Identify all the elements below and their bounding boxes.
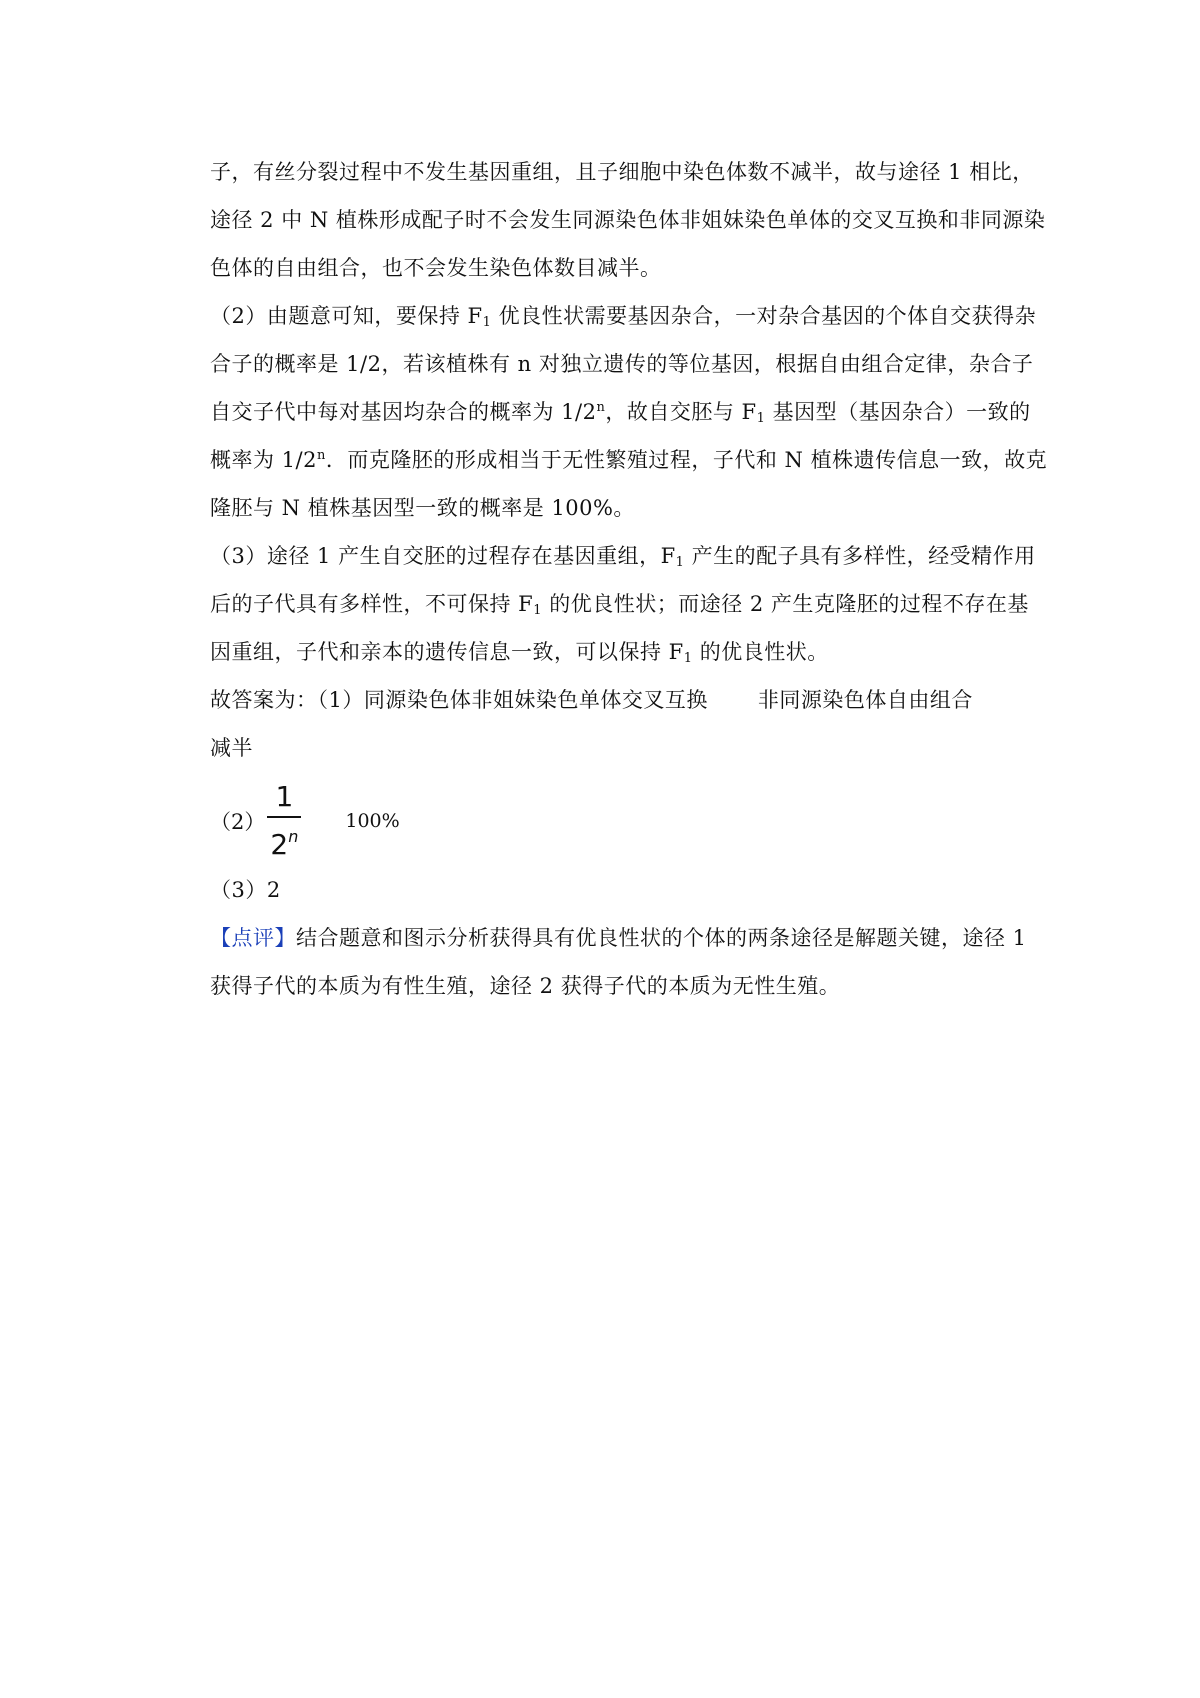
analysis-p2-line-2: 合子的概率是 1/2，若该植株有 n 对独立遗传的等位基因，根据自由组合定律，杂合子: [210, 352, 1034, 376]
fraction-denominator: 2$^n$: [270, 827, 299, 861]
comment-label: 【点评】: [210, 926, 296, 950]
answer-item1-c: 减半: [210, 736, 253, 760]
answer-item1-b: 非同源染色体自由组合: [757, 688, 973, 712]
comment-line-1: 【点评】结合题意和图示分析获得具有优良性状的个体的两条途径是解题关键，途径 1: [210, 926, 1027, 950]
answer-item2-label: （2）: [210, 810, 266, 834]
answer-item2: [210, 776, 1030, 866]
analysis-p1-line-2: 途径 2 中 N 植株形成配子时不会发生同源染色体非姐妹染色单体的交叉互换和非同源染: [210, 208, 1046, 232]
analysis-p3-line-2: 后的子代具有多样性，不可保持 $F_1$ 的优良性状；而途径 2 产生克隆胚的过程不存在基: [210, 592, 1029, 618]
answer-item2-percent: 100%: [345, 810, 400, 832]
answer-item3: （3）2: [210, 878, 281, 902]
analysis-p2-line-1: （2）由题意可知，要保持 $F_1$ 优良性状需要基因杂合，一对杂合基因的个体自交获得杂: [210, 304, 1037, 330]
analysis-p1-line-3: 色体的自由组合，也不会发生染色体数目减半。: [210, 256, 662, 280]
analysis-p1-line-1: 子，有丝分裂过程中不发生基因重组，且子细胞中染色体数不减半，故与途径 1 相比，: [210, 160, 1034, 184]
answer-line-1: [210, 676, 1030, 724]
fraction-numerator: 1: [275, 780, 294, 813]
analysis-p3-line-1: （3）途径 1 产生自交胚的过程存在基因重组，$F_1$ 产生的配子具有多样性，经受精作用: [210, 544, 1036, 570]
analysis-p2-line-4: 概率为 1/2$^n$．而克隆胚的形成相当于无性繁殖过程，子代和 N 植株遗传信息一致，故克: [210, 448, 1048, 472]
analysis-p3-line-3: 因重组，子代和亲本的遗传信息一致，可以保持 $F_1$ 的优良性状。: [210, 640, 829, 666]
fraction-one-over-two-pow-n: [267, 780, 301, 862]
answer-intro: 故答案为：（1）同源染色体非姐妹染色单体交叉互换: [210, 688, 708, 712]
comment-line-2: 获得子代的本质为有性生殖，途径 2 获得子代的本质为无性生殖。: [210, 974, 841, 998]
analysis-p2-line-5: 隆胚与 N 植株基因型一致的概率是 100%。: [210, 496, 635, 520]
analysis-p2-line-3: 自交子代中每对基因均杂合的概率为 1/2$^n$，故自交胚与 $F_1$ 基因型（基因杂合）一致的: [210, 400, 1031, 426]
document-page: [210, 148, 1048, 1010]
